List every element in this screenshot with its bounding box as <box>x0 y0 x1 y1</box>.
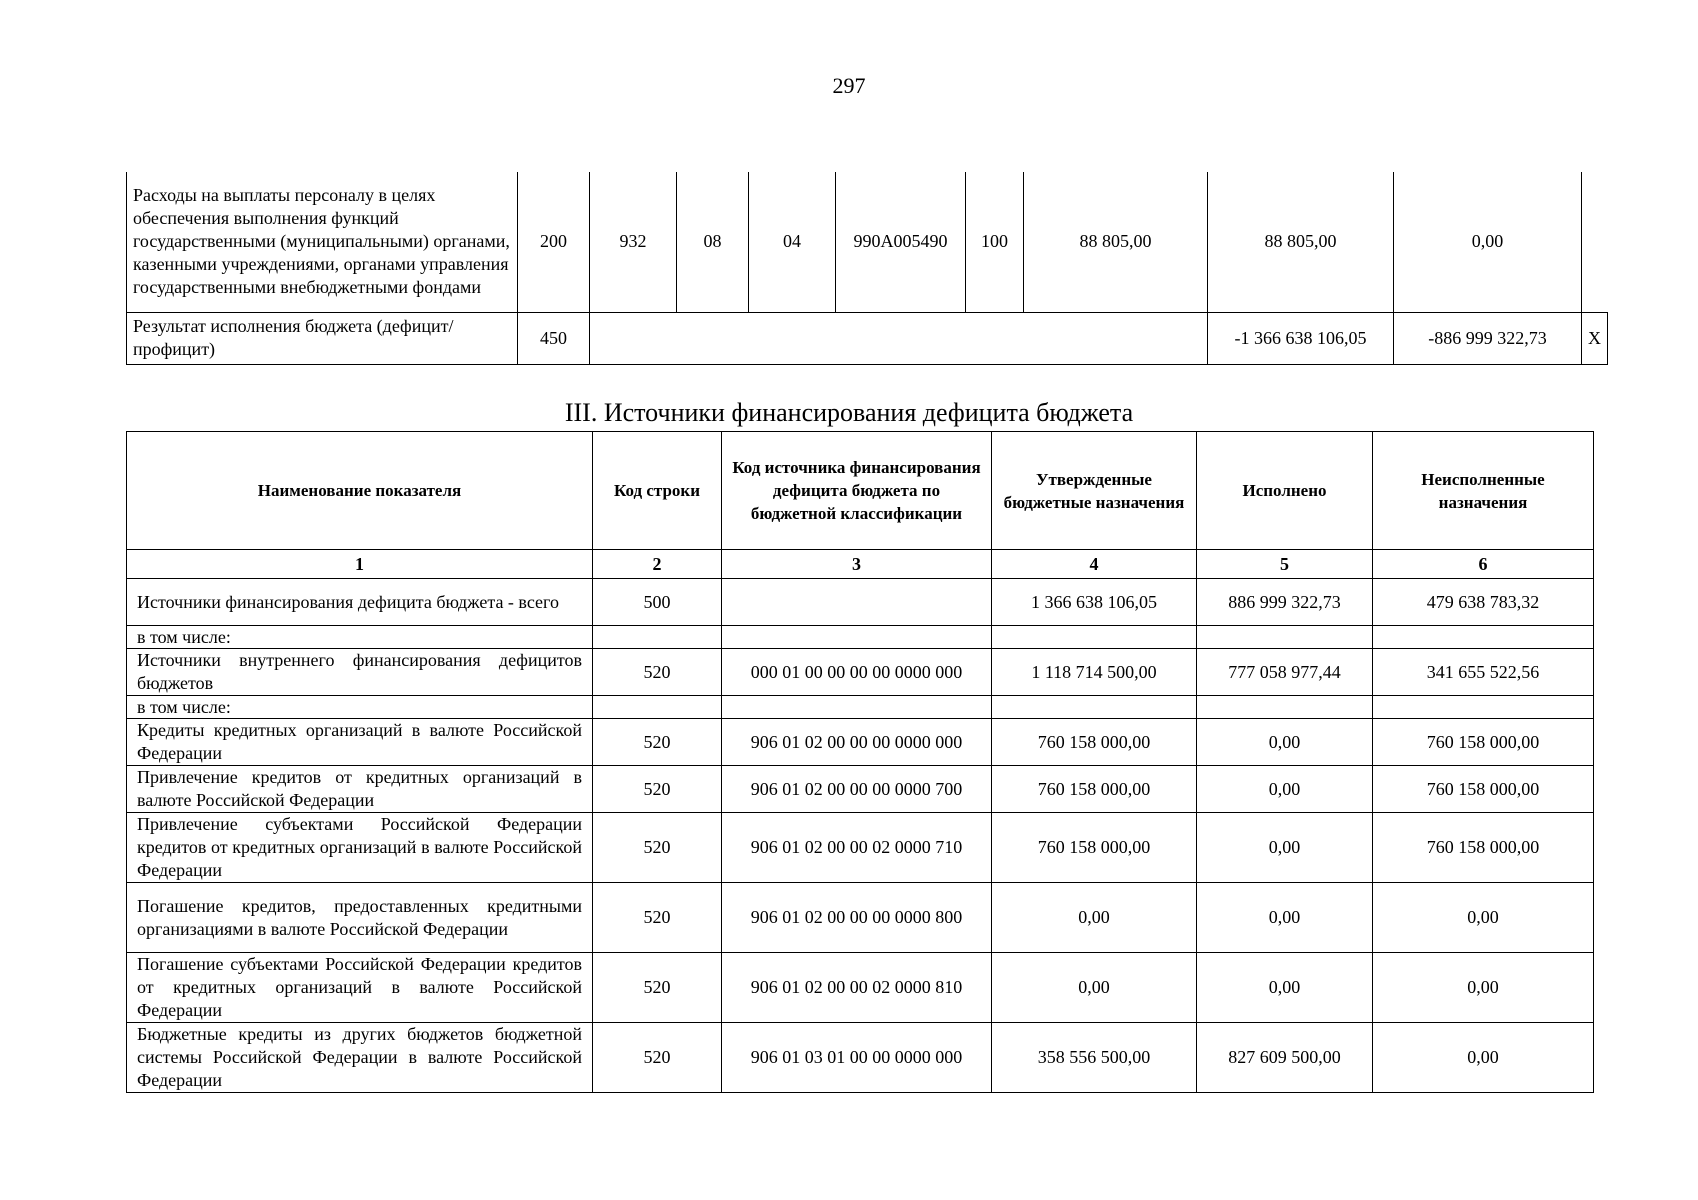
executed-value: 0,00 <box>1197 719 1373 766</box>
line-code: 450 <box>518 312 590 364</box>
row-name: Источники финансирования дефицита бюджета - всего <box>127 579 593 626</box>
approved-value: 0,00 <box>992 883 1197 953</box>
header-executed: Исполнено <box>1197 432 1373 550</box>
line-code: 520 <box>593 649 722 696</box>
table-row <box>127 312 1608 364</box>
column-number: 3 <box>722 550 992 579</box>
sources-table <box>126 431 1594 1093</box>
line-code: 520 <box>593 883 722 953</box>
row-name: в том числе: <box>127 696 593 719</box>
section-title: III. Источники финансирования дефицита бюджета <box>564 398 1134 427</box>
source-code: 906 01 02 00 00 00 0000 800 <box>722 883 992 953</box>
header-line-code: Код строки <box>593 432 722 550</box>
target-code: 990А005490 <box>836 172 966 312</box>
executed-value: 827 609 500,00 <box>1197 1023 1373 1093</box>
executed-value: 88 805,00 <box>1208 172 1394 312</box>
line-code: 520 <box>593 813 722 883</box>
table-row <box>127 953 1594 1023</box>
header-approved: Утвержденные бюджетные назначения <box>992 432 1197 550</box>
source-code <box>722 579 992 626</box>
line-code: 520 <box>593 719 722 766</box>
unexecuted-value: 0,00 <box>1373 883 1594 953</box>
column-number: 5 <box>1197 550 1373 579</box>
approved-value: 760 158 000,00 <box>992 719 1197 766</box>
unexecuted-value: 0,00 <box>1373 953 1594 1023</box>
unexecuted-value: 0,00 <box>1394 172 1582 312</box>
row-name: Расходы на выплаты персоналу в целях обеспечения выполнения функций государственными (муниципальными) органами, казенными учреждениями, органами управления государственными внебюджетными фондами <box>127 172 518 312</box>
column-number: 4 <box>992 550 1197 579</box>
unexecuted-value: 341 655 522,56 <box>1373 649 1594 696</box>
source-code: 906 01 03 01 00 00 0000 000 <box>722 1023 992 1093</box>
column-number: 1 <box>127 550 593 579</box>
line-code: 200 <box>518 172 590 312</box>
page-number: 297 <box>832 73 866 98</box>
approved-value <box>992 696 1197 719</box>
approved-value: 358 556 500,00 <box>992 1023 1197 1093</box>
approved-value: 88 805,00 <box>1024 172 1208 312</box>
source-code: 906 01 02 00 00 02 0000 810 <box>722 953 992 1023</box>
row-name: Источники внутреннего финансирования дефицитов бюджетов <box>127 649 593 696</box>
admin-code: 932 <box>590 172 677 312</box>
source-code <box>722 696 992 719</box>
table-row <box>127 719 1594 766</box>
expenses-table <box>126 172 1608 365</box>
source-code <box>722 626 992 649</box>
table-row <box>127 766 1594 813</box>
table-row <box>127 649 1594 696</box>
row-name: Привлечение кредитов от кредитных организаций в валюте Российской Федерации <box>127 766 593 813</box>
executed-value: 0,00 <box>1197 813 1373 883</box>
unexecuted-value: 760 158 000,00 <box>1373 766 1594 813</box>
line-code: 520 <box>593 1023 722 1093</box>
source-code: 000 01 00 00 00 00 0000 000 <box>722 649 992 696</box>
approved-value: 0,00 <box>992 953 1197 1023</box>
unexecuted-value: 479 638 783,32 <box>1373 579 1594 626</box>
header-indicator-name: Наименование показателя <box>127 432 593 550</box>
unexecuted-value: 760 158 000,00 <box>1373 719 1594 766</box>
header-unexecuted: Неисполненные назначения <box>1373 432 1594 550</box>
row-name: Привлечение субъектами Российской Федерации кредитов от кредитных организаций в валюте Российской Федерации <box>127 813 593 883</box>
header-source-code: Код источника финансирования дефицита бюджета по бюджетной классификации <box>722 432 992 550</box>
executed-value: 777 058 977,44 <box>1197 649 1373 696</box>
column-number: 6 <box>1373 550 1594 579</box>
source-code: 906 01 02 00 00 02 0000 710 <box>722 813 992 883</box>
table-row <box>127 696 1594 719</box>
executed-value <box>1197 626 1373 649</box>
source-code: 906 01 02 00 00 00 0000 000 <box>722 719 992 766</box>
row-name: Результат исполнения бюджета (дефицит/профицит) <box>127 312 518 364</box>
table-row <box>127 579 1594 626</box>
approved-value: 1 118 714 500,00 <box>992 649 1197 696</box>
row-name: Кредиты кредитных организаций в валюте Российской Федерации <box>127 719 593 766</box>
line-code: 520 <box>593 953 722 1023</box>
line-code <box>593 626 722 649</box>
line-code <box>593 696 722 719</box>
source-code: 906 01 02 00 00 00 0000 700 <box>722 766 992 813</box>
executed-value: 0,00 <box>1197 766 1373 813</box>
approved-value: 760 158 000,00 <box>992 813 1197 883</box>
unexecuted-value <box>1373 626 1594 649</box>
executed-value: 0,00 <box>1197 953 1373 1023</box>
executed-value: 886 999 322,73 <box>1197 579 1373 626</box>
table-row <box>127 883 1594 953</box>
table-row <box>127 813 1594 883</box>
unexecuted-value: 760 158 000,00 <box>1373 813 1594 883</box>
unexecuted-value <box>1373 696 1594 719</box>
table-row <box>127 172 1608 312</box>
table-row <box>127 1023 1594 1093</box>
approved-value: 1 366 638 106,05 <box>992 579 1197 626</box>
approved-value: 760 158 000,00 <box>992 766 1197 813</box>
header-row <box>127 432 1594 550</box>
line-code: 520 <box>593 766 722 813</box>
table-row <box>127 626 1594 649</box>
executed-value: -886 999 322,73 <box>1394 312 1582 364</box>
row-name: Бюджетные кредиты из других бюджетов бюджетной системы Российской Федерации в валюте Российской Федерации <box>127 1023 593 1093</box>
row-name: Погашение субъектами Российской Федерации кредитов от кредитных организаций в валюте Российской Федерации <box>127 953 593 1023</box>
unexecuted-value: 0,00 <box>1373 1023 1594 1093</box>
subsection-code: 04 <box>749 172 836 312</box>
executed-value: 0,00 <box>1197 883 1373 953</box>
column-number: 2 <box>593 550 722 579</box>
row-name: Погашение кредитов, предоставленных кредитными организациями в валюте Российской Федерации <box>127 883 593 953</box>
empty-cell <box>590 312 1208 364</box>
row-name: в том числе: <box>127 626 593 649</box>
column-numbers-row <box>127 550 1594 579</box>
approved-value: -1 366 638 106,05 <box>1208 312 1394 364</box>
section-code: 08 <box>677 172 749 312</box>
unexecuted-value: X <box>1582 312 1608 364</box>
line-code: 500 <box>593 579 722 626</box>
executed-value <box>1197 696 1373 719</box>
expense-type-code: 100 <box>966 172 1024 312</box>
approved-value <box>992 626 1197 649</box>
